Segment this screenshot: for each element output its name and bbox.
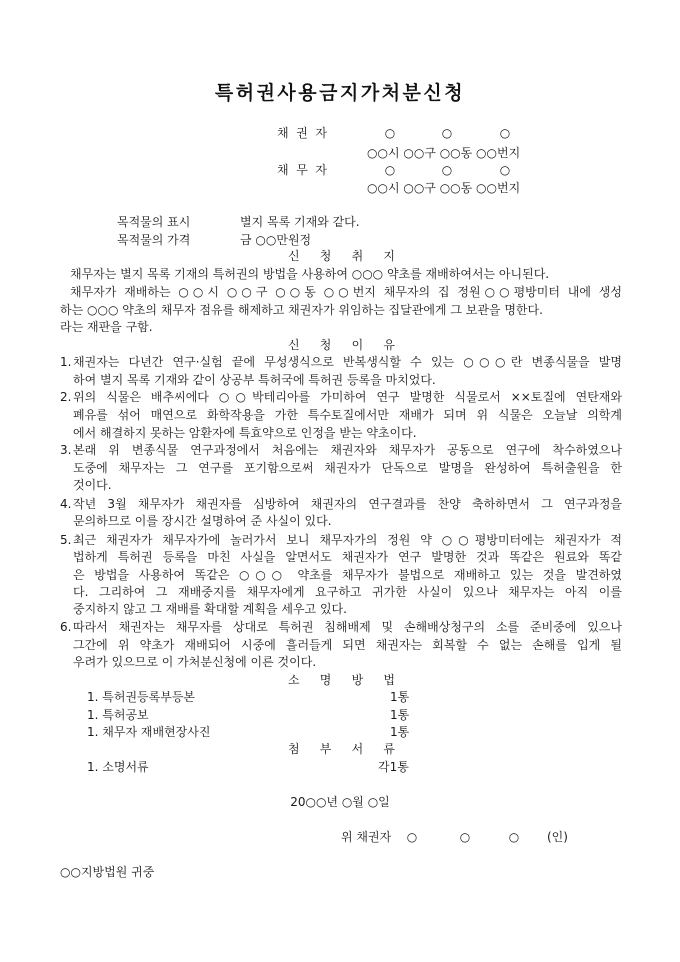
evidence-heading: 소 명 방 법 bbox=[288, 673, 395, 687]
reason-line: 위의 식물은 배추씨에다 ○○박테리아를 가미하여 연구 발명한 식물로서 ××토질에 연탄재와 bbox=[73, 390, 622, 404]
reason-line: 우려가 있으므로 이 가처분신청에 이른 것이다. bbox=[73, 655, 317, 669]
attachment-item bbox=[87, 759, 149, 775]
reason-line: 본래 위 변종식물 연구과정에서 처음에는 채권자와 채무자가 공동으로 연구에 착수하였으나 bbox=[73, 443, 622, 457]
reason-line: 그간에 위 약초가 재배되어 시중에 흘러들게 되면 채권자는 회복할 수 없는 손해를 입게 될 bbox=[73, 638, 622, 652]
reason-line: 에서 해결하지 못하는 암환자에 특효약으로 인정을 받는 약초이다. bbox=[73, 426, 417, 440]
signature-name-1: ○ bbox=[406, 830, 418, 844]
reason-number: 2. bbox=[60, 390, 72, 404]
evidence-item-number: 1. bbox=[87, 690, 99, 704]
evidence-item-count: 1통 bbox=[390, 708, 410, 722]
evidence-item-name: 특허권등록부등본 bbox=[102, 690, 196, 704]
reason-line: 중지하지 않고 그 재배를 확대할 계획을 세우고 있다. bbox=[73, 602, 347, 616]
debtor-name-3: ○ bbox=[499, 163, 511, 177]
reason-line: 작년 3월 채무자가 채권자를 심방하여 채권자의 연구결과를 찬양 축하하면서 그 연구과정을 bbox=[73, 497, 622, 511]
reason-number: 3. bbox=[60, 443, 72, 457]
debtor-name-2: ○ bbox=[441, 163, 453, 177]
document-date: 20○○년 ○월 ○일 bbox=[290, 795, 390, 809]
purpose-line: 채무자는 별지 목록 기재의 특허권의 방법을 사용하여 ○○○ 약초를 재배하여서는 아니된다. bbox=[70, 267, 550, 281]
purpose-line: 하는 ○○○ 약초의 채무자 점유를 해제하고 채권자가 위임하는 집달관에게 그 보관을 명한다. bbox=[60, 303, 543, 317]
evidence-item-name: 채무자 재배현장사진 bbox=[102, 725, 211, 739]
debtor-name-1: ○ bbox=[384, 163, 396, 177]
object-price-value: 금 ○○만원정 bbox=[240, 233, 312, 247]
reason-number: 1. bbox=[60, 355, 72, 369]
court-addressee: ○○지방법원 귀중 bbox=[60, 865, 155, 879]
creditor-label: 채 권 자 bbox=[277, 126, 327, 140]
reason-line: 법하게 특허권 등록을 마친 사실을 알면서도 채권자가 연구 발명한 것과 똑같은 원료와 똑같 bbox=[73, 550, 622, 564]
creditor-address: ○○시 ○○구 ○○동 ○○번지 bbox=[367, 146, 521, 160]
debtor-label: 채 무 자 bbox=[277, 163, 327, 177]
reason-line: 최근 채권자가 채무자가에 놀러가서 보니 채무자가의 정원 약 ○○평방미터에는 채권자가 적 bbox=[73, 533, 622, 547]
reason-number: 6. bbox=[60, 620, 72, 634]
signature-name-3: ○ bbox=[508, 830, 520, 844]
evidence-item-count: 1통 bbox=[390, 725, 410, 739]
attachments-heading: 첨 부 서 류 bbox=[288, 742, 395, 756]
object-display-label: 목적물의 표시 bbox=[117, 215, 191, 229]
signature-seal: (인) bbox=[547, 830, 568, 844]
debtor-address: ○○시 ○○구 ○○동 ○○번지 bbox=[367, 181, 521, 195]
document-title: 특허권사용금지가처분신청 bbox=[214, 82, 466, 104]
reason-line: 다. 그리하여 그 재배중지를 채무자에게 요구하고 귀가한 사실이 있으나 채무자는 아직 이를 bbox=[73, 585, 622, 599]
purpose-heading: 신 청 취 지 bbox=[288, 249, 395, 263]
reason-line: 채권자는 다년간 연구·실험 끝에 무성생식으로 반복생식할 수 있는 ○○○란 변종식물을 발명 bbox=[73, 355, 622, 369]
reasons-heading: 신 청 이 유 bbox=[288, 338, 395, 352]
reason-line: 문의하므로 이를 장시간 설명하여 준 사실이 있다. bbox=[73, 514, 332, 528]
evidence-item bbox=[87, 689, 195, 705]
reason-line: 은 방법을 사용하여 똑같은 ○○○ 약초를 채무자가 불법으로 재배하고 있는 것을 발견하였 bbox=[73, 568, 622, 582]
reason-line: 하여 별지 목록 기재와 같이 상공부 특허국에 특허권 등록을 마치었다. bbox=[73, 373, 436, 387]
evidence-item-number: 1. bbox=[87, 708, 99, 722]
reason-number: 5. bbox=[60, 533, 72, 547]
reason-line: 것이다. bbox=[73, 478, 112, 492]
reason-line: 따라서 채권자는 채무자를 상대로 특허권 침해배제 및 손해배상청구의 소를 준비중에 있으나 bbox=[73, 620, 622, 634]
evidence-item bbox=[87, 724, 210, 740]
object-display-value: 별지 목록 기재와 같다. bbox=[240, 215, 360, 229]
purpose-line: 라는 재판을 구함. bbox=[60, 320, 153, 334]
evidence-item-name: 특허공보 bbox=[102, 708, 149, 722]
reason-line: 도중에 채무자는 그 연구를 포기함으로써 채권자가 단독으로 발명을 완성하여 특허출원을 한 bbox=[73, 461, 622, 475]
reason-line: 폐유를 섞어 매연으로 화학작용을 가한 특수토질에서만 재배가 되며 위 식물은 오늘날 의학계 bbox=[73, 408, 622, 422]
attachment-item-name: 소명서류 bbox=[102, 760, 149, 774]
signature-label: 위 채권자 bbox=[341, 830, 392, 844]
creditor-name-3: ○ bbox=[499, 126, 511, 140]
evidence-item-count: 1통 bbox=[390, 690, 410, 704]
attachment-item-number: 1. bbox=[87, 760, 99, 774]
creditor-name-1: ○ bbox=[384, 126, 396, 140]
reason-number: 4. bbox=[60, 497, 72, 511]
signature-name-2: ○ bbox=[459, 830, 471, 844]
purpose-line: 채무자가 재배하는 ○○시 ○○구 ○○동 ○○번지 채무자의 집 정원○○평방미터 내에 생성 bbox=[70, 285, 622, 299]
evidence-item bbox=[87, 707, 149, 723]
object-price-label: 목적물의 가격 bbox=[117, 233, 191, 247]
evidence-item-number: 1. bbox=[87, 725, 99, 739]
attachment-item-count: 각1통 bbox=[378, 760, 409, 774]
creditor-name-2: ○ bbox=[441, 126, 453, 140]
